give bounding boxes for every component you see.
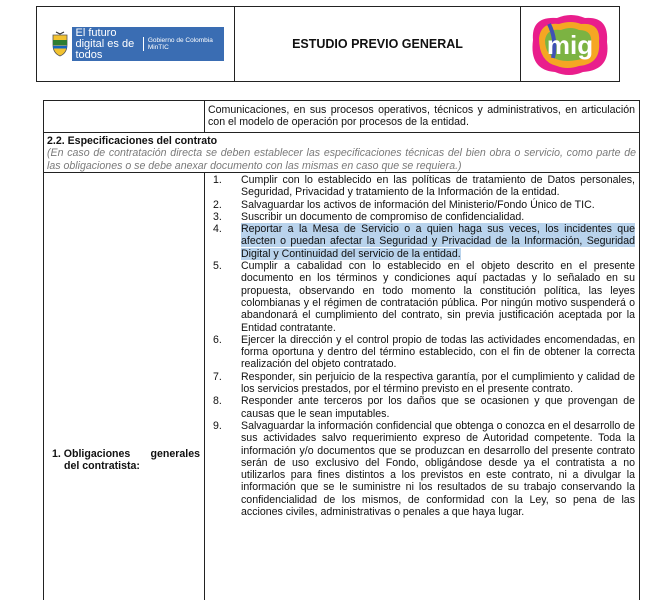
item-text-content: Salvaguardar la información confidencial que obtenga o conozca en el desarrollo de sus actividades salvo requerimiento expreso de Autoridad competente. Toda la información y/o documentos que se produzcan en desarrollo del presente contrato serán de uso exclusivo del Fondo, obligándose desde ya el contratista a no utilizarlos para fines distintos a los previstos en este contrato, ni a divulgar la información que se le suministre ni los resultados de su trabajo conservando la confidencialidad de los mismos, de conformidad con la Ley, so pena de las acciones civiles, administrativas o penales a que haya lugar. [241, 419, 635, 519]
mig-logo [527, 10, 613, 78]
item-text [233, 334, 635, 371]
item-text [233, 395, 635, 420]
item-number: 4. [213, 223, 222, 236]
table-row [44, 101, 639, 133]
label-part2: generales [150, 448, 200, 460]
item-text-content: Salvaguardar los activos de información del Ministerio/Fondo Único de TIC. [241, 198, 595, 211]
item-text-content: Responder ante terceros por los daños que se ocasionen y que provengan de causas que le sean imputables. [241, 395, 635, 420]
item-text-content: Responder, sin perjuicio de la respectiva garantía, por el cumplimiento y calidad de los servicios prestados, por el término previsto en el presente contrato. [241, 370, 635, 396]
item-text [233, 260, 635, 334]
list-item [207, 395, 635, 420]
label-part3: del contratista: [64, 460, 140, 473]
item-text [233, 199, 635, 211]
obligations-row [44, 173, 639, 600]
list-item [207, 420, 635, 518]
list-item [207, 334, 635, 371]
item-text [233, 371, 635, 396]
item-text-content: Cumplir a cabalidad con lo establecido en el objeto descrito en el presente documento en los términos y condiciones aquí pactadas y lo señalado en su propuesta, observando en todo momento la constitución política, las leyes colombianas y el régimen de contratación pública. Por ningún motivo suspenderá o abandonará el cumplimiento del contrato, sin previa justificación aceptada por la Entidad contratante. [241, 260, 635, 334]
obligations-label [52, 448, 200, 473]
item-text [233, 420, 635, 518]
gov-logo-band [72, 27, 224, 61]
gov-logo [48, 27, 224, 61]
obligations-list-cell [205, 173, 639, 600]
item-number: 9. [213, 419, 222, 432]
list-item [207, 223, 635, 260]
obligations-list [207, 174, 635, 518]
continuation-text: Comunicaciones, en sus procesos operativos, técnicos y administrativos, en articulación con el modelo de operación por procesos de la entidad. [208, 104, 635, 129]
document-header [36, 6, 620, 82]
section-row [44, 133, 639, 173]
list-item [207, 174, 635, 199]
obligations-label-cell [44, 173, 205, 600]
item-number: 8. [213, 395, 222, 408]
mig-logo-text: mig [546, 30, 594, 60]
item-number: 5. [213, 260, 222, 273]
item-number: 1. [213, 174, 222, 186]
item-text [233, 174, 635, 199]
highlighted-text: Reportar a la Mesa de Servicio o a quien haga sus veces, los incidentes que afecten o puedan afectar la Seguridad y Privacidad de la Información, Seguridad Digital y Continuidad del servicio de la entidad. [241, 223, 635, 260]
empty-cell [44, 101, 205, 132]
item-text [233, 211, 635, 223]
item-text-content: Cumplir con lo establecido en las políticas de tratamiento de Datos personales, Seguridad, Privacidad y tratamiento de la Información de la entidad. [241, 174, 635, 199]
item-text-content: Ejercer la dirección y el control propio de todas las actividades encomendadas, en forma oportuna y dentro del término establecido, con el fin de obtener la correcta realización del objeto contratado. [241, 333, 635, 371]
item-text-content: Suscribir un documento de compromiso de confidencialidad. [241, 210, 525, 223]
list-item [207, 371, 635, 396]
list-item [207, 211, 635, 223]
item-text [233, 223, 635, 260]
logo-main-text: El futuro digital es de todos [75, 26, 135, 61]
document-title: ESTUDIO PREVIO GENERAL [235, 7, 521, 81]
list-item [207, 199, 635, 211]
logo-sub-text: Gobierno de Colombia MinTIC [143, 37, 220, 51]
gov-logo-cell [37, 7, 235, 81]
list-item [207, 260, 635, 334]
item-number: 3. [213, 210, 222, 223]
item-number: 7. [213, 370, 222, 383]
coat-of-arms-icon [48, 27, 72, 61]
document-table [43, 100, 640, 600]
section-note: (En caso de contratación directa se deben establecer las especificaciones técnicas del bien obra o servicio, como parte de las obligaciones o se debe anexar documento con las mismas en caso que se requiera.) [47, 147, 636, 172]
item-number: 6. [213, 333, 222, 346]
item-number: 2. [213, 198, 222, 211]
mig-logo-cell [521, 7, 619, 81]
label-part1: 1. Obligaciones [52, 448, 131, 460]
section-title: 2.2. Especificaciones del contrato [47, 135, 218, 147]
